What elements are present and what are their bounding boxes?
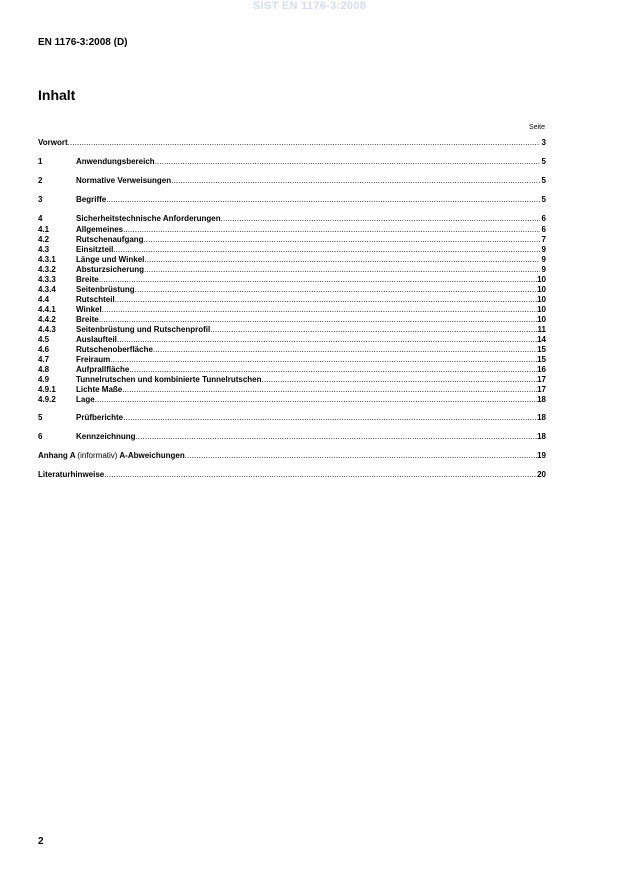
toc-entry-4-2[interactable] (38, 235, 546, 245)
toc-page: 18 (537, 395, 546, 404)
toc-entry-vorwort[interactable] (38, 137, 546, 149)
toc-leader (102, 305, 537, 315)
toc-leader (113, 245, 540, 255)
toc-title: Breite (76, 315, 99, 324)
annex-label: Anhang A (38, 451, 76, 460)
toc-page: 6 (541, 214, 546, 223)
toc-title: Allgemeines (76, 225, 124, 234)
toc-page: 15 (537, 355, 546, 364)
toc-leader (68, 137, 540, 149)
toc-entry-4-3-3[interactable] (38, 275, 546, 285)
toc-number: 4.3.2 (38, 265, 56, 274)
toc-number: 4.5 (38, 335, 50, 344)
toc-entry-4-3[interactable] (38, 245, 546, 255)
toc-title: Sicherheitstechnische Anforderungen (76, 214, 221, 223)
toc-entry-4-3-4[interactable] (38, 285, 546, 295)
toc-number: 4 (38, 214, 43, 223)
toc-page: 10 (537, 295, 546, 304)
toc-page: 6 (541, 225, 546, 234)
toc-title: Normative Verweisungen (76, 176, 172, 185)
toc-entry-4-6[interactable] (38, 345, 546, 355)
toc-page: 10 (537, 305, 546, 314)
toc-leader (95, 395, 537, 405)
toc-title (38, 450, 185, 462)
toc-leader (122, 385, 537, 395)
toc-number: 4.4.1 (38, 305, 56, 314)
toc-title: Rutschteil (76, 295, 115, 304)
toc-entry-4-7[interactable] (38, 355, 546, 365)
toc-leader (210, 325, 537, 335)
toc-page: 19 (537, 451, 546, 460)
toc-leader (135, 285, 537, 295)
toc-entry-4-4-1[interactable] (38, 305, 546, 315)
toc-entry-4-3-2[interactable] (38, 265, 546, 275)
toc-leader (123, 225, 540, 235)
toc-title: Literaturhinweise (38, 470, 105, 479)
toc-entry-4[interactable] (38, 213, 546, 225)
toc-title: Kennzeichnung (76, 432, 136, 441)
annex-title: A-Abweichungen (119, 451, 185, 460)
annex-note: (informativ) (77, 451, 118, 460)
toc-title: Rutschenaufgang (76, 235, 144, 244)
page-title: Inhalt (38, 87, 76, 103)
toc-title: Begriffe (76, 195, 107, 204)
toc-page: 17 (537, 385, 546, 394)
toc-number: 4.3.1 (38, 255, 56, 264)
toc-page: 11 (537, 325, 546, 334)
toc-entry-4-3-1[interactable] (38, 255, 546, 265)
toc-number: 6 (38, 432, 43, 441)
toc-title: Vorwort (38, 138, 68, 147)
toc-number: 4.9 (38, 375, 50, 384)
toc-leader (115, 295, 537, 305)
toc-page: 15 (537, 345, 546, 354)
toc-entry-4-4[interactable] (38, 295, 546, 305)
toc-number: 5 (38, 413, 43, 422)
document-id: EN 1176-3:2008 (D) (38, 37, 128, 48)
toc-title: Seitenbrüstung und Rutschenprofil (76, 325, 211, 334)
toc-number: 4.9.1 (38, 385, 56, 394)
toc-number: 4.4.2 (38, 315, 56, 324)
toc-title: Lage (76, 395, 95, 404)
toc-page: 14 (537, 335, 546, 344)
toc-number: 3 (38, 195, 43, 204)
toc-page: 10 (537, 275, 546, 284)
toc-leader (136, 431, 538, 443)
toc-leader (155, 156, 540, 168)
toc-page: 7 (541, 235, 546, 244)
toc-entry-4-4-2[interactable] (38, 315, 546, 325)
toc-title: Winkel (76, 305, 102, 314)
toc-entry-4-5[interactable] (38, 335, 546, 345)
toc-leader (106, 194, 540, 206)
toc-leader (153, 345, 537, 355)
toc-page: 16 (537, 365, 546, 374)
toc-number: 2 (38, 176, 43, 185)
toc-number: 4.8 (38, 365, 50, 374)
toc-leader (262, 375, 538, 385)
page-number: 2 (38, 836, 44, 847)
toc-title: Prüfberichte (76, 413, 124, 422)
toc-leader (99, 315, 537, 325)
toc-entry-anhang-a[interactable] (38, 450, 546, 462)
toc-number: 4.3 (38, 245, 50, 254)
toc-entry-6[interactable] (38, 431, 546, 443)
toc-page: 3 (541, 138, 546, 147)
toc-page: 5 (541, 176, 546, 185)
toc-entry-4-9-2[interactable] (38, 395, 546, 405)
toc-page: 9 (541, 245, 546, 254)
toc-page: 10 (537, 315, 546, 324)
toc-title: Freiraum (76, 355, 111, 364)
toc-entry-4-1[interactable] (38, 225, 546, 235)
toc-leader (144, 235, 540, 245)
toc-number: 4.4 (38, 295, 50, 304)
toc-page: 18 (537, 432, 546, 441)
toc-page: 10 (537, 285, 546, 294)
toc-title: Absturzsicherung (76, 265, 145, 274)
toc-title: Rutschenoberfläche (76, 345, 153, 354)
toc-number: 4.6 (38, 345, 50, 354)
toc-page: 18 (537, 413, 546, 422)
toc-page: 17 (537, 375, 546, 384)
toc-number: 4.1 (38, 225, 50, 234)
toc-title: Tunnelrutschen und kombinierte Tunnelrutschen (76, 375, 262, 384)
toc-number: 4.9.2 (38, 395, 56, 404)
toc-number: 4.2 (38, 235, 50, 244)
toc-title: Breite (76, 275, 99, 284)
table-of-contents (38, 137, 546, 481)
watermark: SIST EN 1176-3:2008 (252, 0, 367, 12)
toc-leader (110, 355, 537, 365)
toc-title: Einsitzteil (76, 245, 114, 254)
toc-entry-4-4-3[interactable] (38, 325, 546, 335)
toc-leader (99, 275, 537, 285)
toc-leader (171, 175, 540, 187)
toc-number: 4.4.3 (38, 325, 56, 334)
toc-leader (129, 365, 537, 375)
toc-entry-1[interactable] (38, 156, 546, 168)
toc-number: 4.3.3 (38, 275, 56, 284)
toc-page: 5 (541, 195, 546, 204)
toc-title: Aufprallfläche (76, 365, 130, 374)
toc-title: Seitenbrüstung (76, 285, 135, 294)
toc-entry-literaturhinweise[interactable] (38, 469, 546, 481)
toc-entry-3[interactable] (38, 194, 546, 206)
toc-title: Länge und Winkel (76, 255, 145, 264)
toc-entry-5[interactable] (38, 412, 546, 424)
toc-page: 20 (537, 470, 546, 479)
toc-leader (104, 469, 537, 481)
toc-page: 9 (541, 265, 546, 274)
toc-leader (185, 450, 537, 462)
toc-leader (117, 335, 537, 345)
toc-title: Anwendungsbereich (76, 157, 155, 166)
toc-page: 9 (541, 255, 546, 264)
toc-page: 5 (541, 157, 546, 166)
toc-entry-2[interactable] (38, 175, 546, 187)
toc-entry-4-9-1[interactable] (38, 385, 546, 395)
toc-leader (221, 213, 540, 225)
toc-number: 4.7 (38, 355, 50, 364)
toc-number: 4.3.4 (38, 285, 56, 294)
toc-title: Lichte Maße (76, 385, 123, 394)
toc-leader (144, 255, 540, 265)
toc-leader (123, 412, 537, 424)
toc-number: 1 (38, 157, 43, 166)
toc-entry-4-9[interactable] (38, 375, 546, 385)
toc-leader (144, 265, 540, 275)
toc-title: Auslaufteil (76, 335, 117, 344)
toc-entry-4-8[interactable] (38, 365, 546, 375)
page-column-label: Seite (529, 124, 545, 131)
